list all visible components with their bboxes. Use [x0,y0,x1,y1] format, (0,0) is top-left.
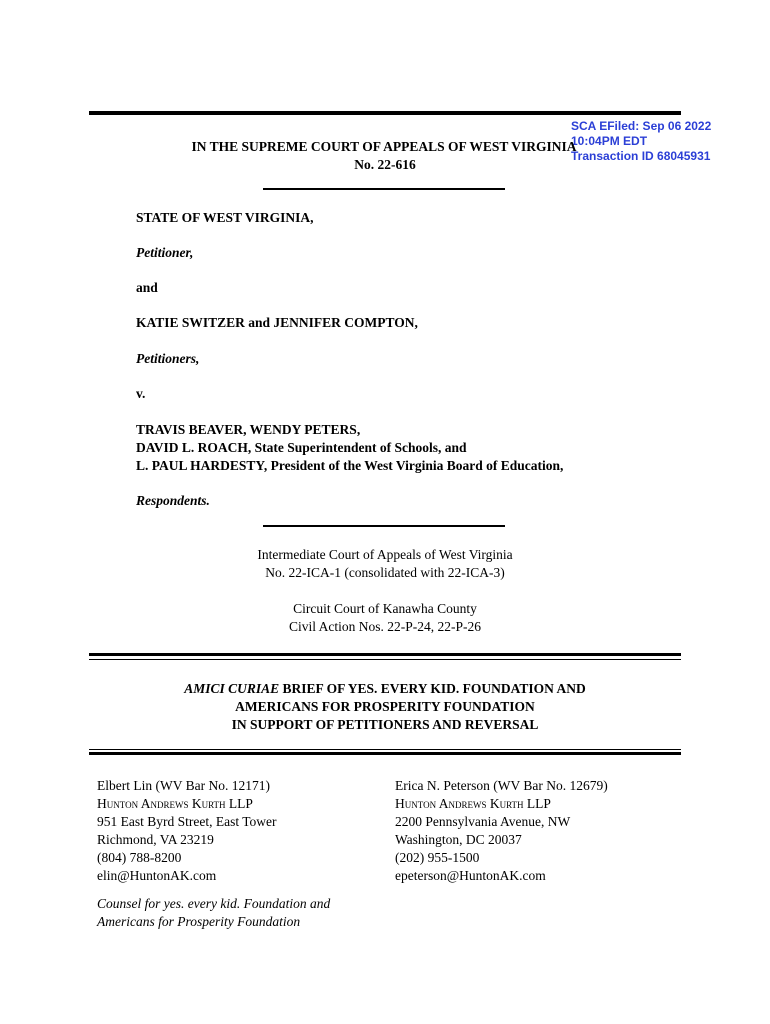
counsel-left [97,777,277,885]
counsel-left-address-2: Richmond, VA 23219 [97,832,214,847]
counsel-right-phone: (202) 955-1500 [395,850,480,865]
counsel-right-address-2: Washington, DC 20037 [395,832,522,847]
counsel-right [395,777,608,885]
amici-curiae: AMICI CURIAE [184,681,280,696]
respondents-line-1: TRAVIS BEAVER, WENDY PETERS, [136,422,361,437]
docket-number: No. 22-616 [354,157,416,172]
brief-title-line-2: AMERICANS FOR PROSPERITY FOUNDATION [235,699,535,714]
respondents-line-3: L. PAUL HARDESTY, President of the West Virginia Board of Education, [136,458,564,473]
respondents-line-2: DAVID L. ROACH, State Superintendent of Schools, and [136,440,467,455]
counsel-for-line-1: Counsel for yes. every kid. Foundation and [97,896,331,911]
ica-line-1: Intermediate Court of Appeals of West Virginia [257,547,513,562]
counsel-left-email: elin@HuntonAK.com [97,868,217,883]
petitioners-label: Petitioners, [136,351,200,366]
petitioner-state: STATE OF WEST VIRGINIA, [136,210,314,225]
stamp-line-2: 10:04PM EDT [571,134,648,148]
counsel-right-email: epeterson@HuntonAK.com [395,868,546,883]
counsel-left-firm: Hunton Andrews Kurth LLP [97,796,253,811]
counsel-left-phone: (804) 788-8200 [97,850,182,865]
title-rule-top-thick [89,653,681,656]
top-rule [89,111,681,115]
ica-line-2: No. 22-ICA-1 (consolidated with 22-ICA-3) [265,565,505,580]
docket-underline [263,188,505,190]
petitioners-names: KATIE SWITZER and JENNIFER COMPTON, [136,315,418,330]
title-rule-bottom-thin [89,749,681,750]
title-rule-bottom-thick [89,752,681,755]
stamp-line-1: SCA EFiled: Sep 06 2022 [571,119,712,133]
parties-divider [263,525,505,527]
counsel-right-name: Erica N. Peterson (WV Bar No. 12679) [395,778,608,793]
title-rule-top-thin [89,659,681,660]
brief-title-line-3: IN SUPPORT OF PETITIONERS AND REVERSAL [231,717,539,732]
counsel-left-address-1: 951 East Byrd Street, East Tower [97,814,277,829]
petitioner-label: Petitioner, [136,245,194,260]
brief-title-rest: BRIEF OF YES. EVERY KID. FOUNDATION AND [279,681,586,696]
counsel-for [97,895,330,931]
and-connector: and [136,280,158,295]
versus: v. [136,386,146,401]
counsel-for-line-2: Americans for Prosperity Foundation [97,914,301,929]
counsel-right-address-1: 2200 Pennsylvania Avenue, NW [395,814,571,829]
counsel-left-name: Elbert Lin (WV Bar No. 12171) [97,778,270,793]
circuit-line-1: Circuit Court of Kanawha County [293,601,477,616]
brief-title-line-1 [100,680,670,698]
circuit-line-2: Civil Action Nos. 22-P-24, 22-P-26 [288,619,481,634]
counsel-right-firm: Hunton Andrews Kurth LLP [395,796,551,811]
stamp-line-3: Transaction ID 68045931 [571,149,711,163]
respondents-label: Respondents. [136,493,210,508]
court-title: IN THE SUPREME COURT OF APPEALS OF WEST VIRGINIA [191,139,577,154]
